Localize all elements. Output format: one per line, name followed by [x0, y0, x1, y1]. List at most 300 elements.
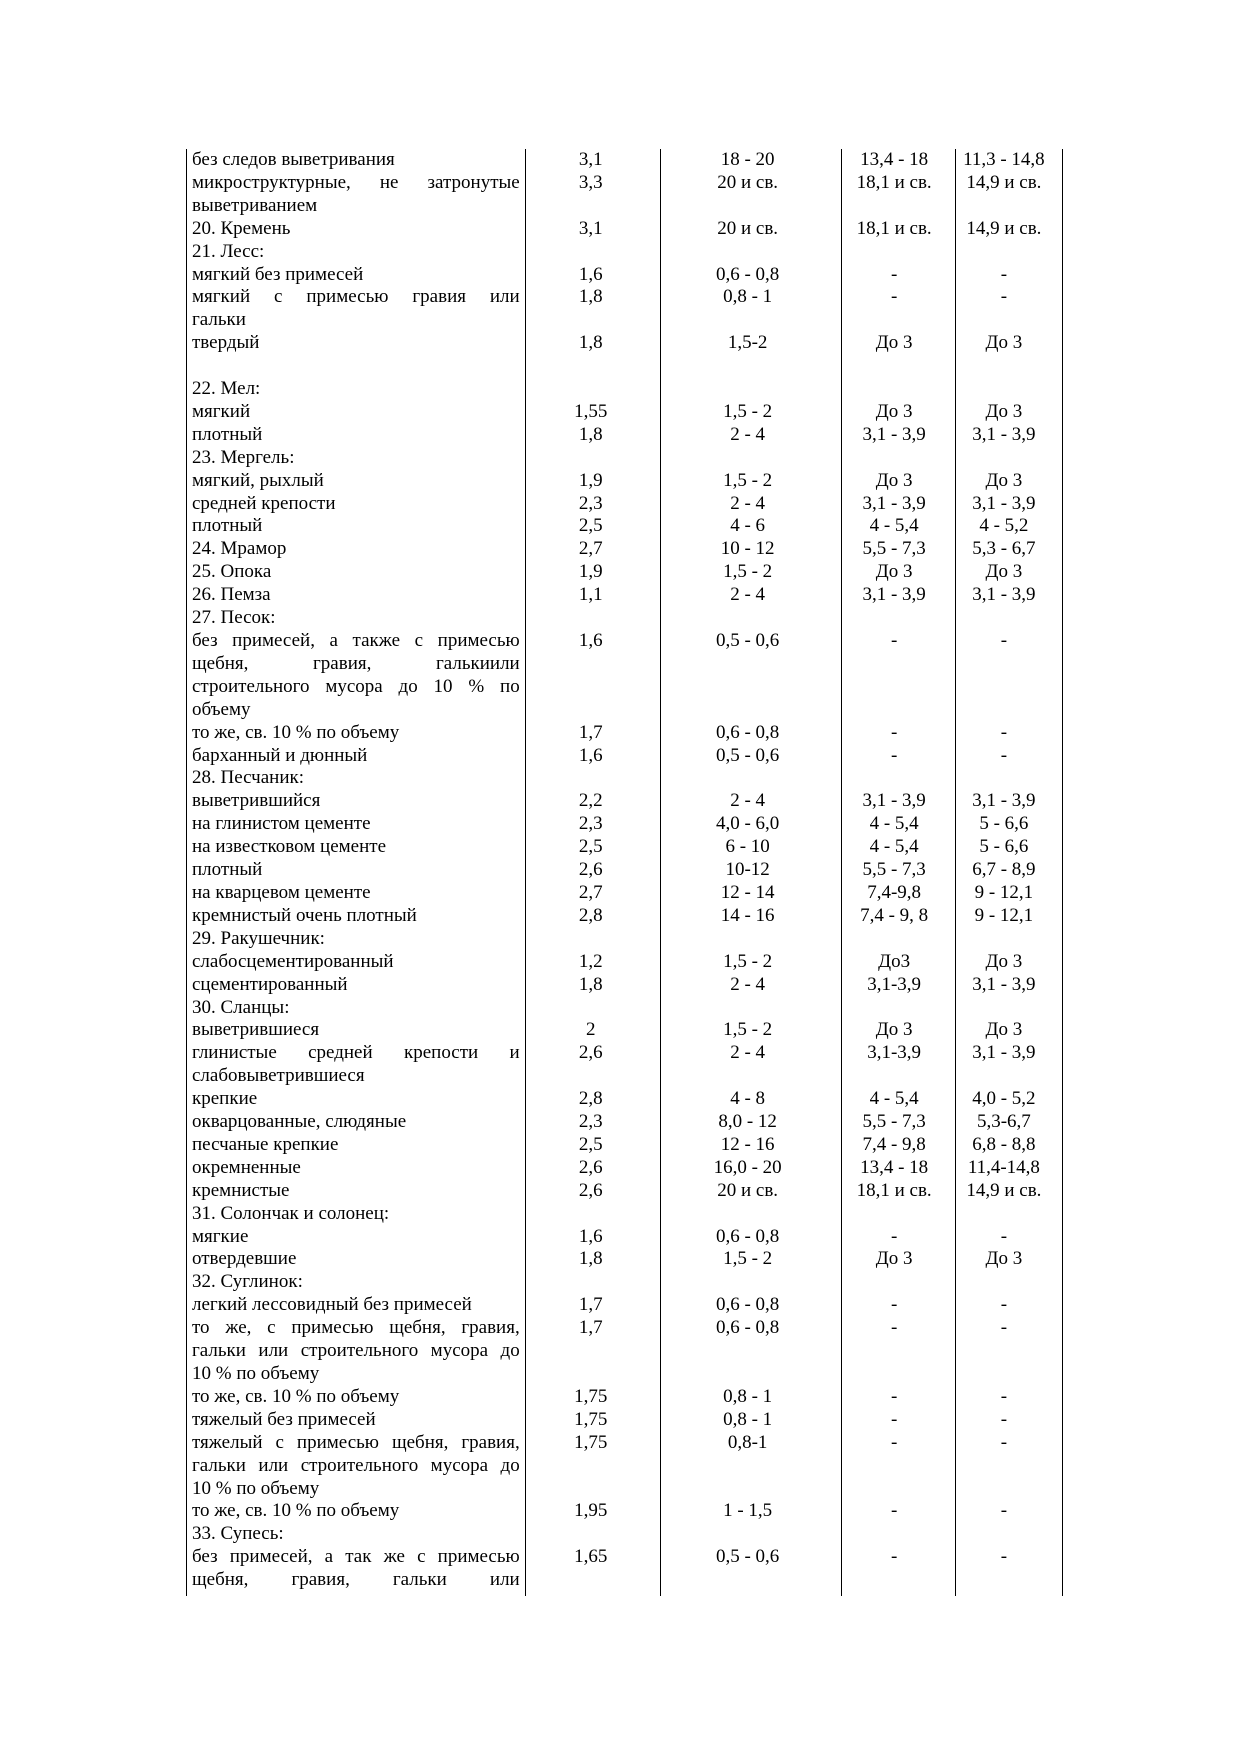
value-cell-4: - [890, 263, 898, 285]
value-cell-4: - [890, 286, 898, 308]
material-name-line: без примесей, а так же с примесью [192, 1546, 520, 1568]
material-name-cell [187, 1546, 524, 1592]
value-cell-2: 1,95 [574, 1500, 608, 1522]
value-cell-4: - [890, 744, 898, 766]
value-cell-2 [524, 1271, 658, 1294]
value-cell-4: До 3 [875, 469, 913, 491]
value-cell-4 [838, 997, 951, 1020]
value-cell-5: До 3 [985, 1248, 1023, 1270]
material-name-line: 26. Пемза [192, 584, 271, 606]
material-name-cell [187, 401, 524, 424]
material-name-line: гальки [192, 309, 246, 331]
material-name-cell [187, 1042, 524, 1088]
value-cell-5: 3,1 - 3,9 [972, 790, 1036, 812]
column-divider-line [525, 149, 526, 1596]
material-name-line: 31. Солончак и солонец: [192, 1202, 390, 1224]
table-row [187, 401, 1057, 424]
value-cell-3: 2 - 4 [730, 1042, 766, 1064]
value-cell-3: 1,5 - 2 [723, 469, 773, 491]
material-name-line: крепкие [192, 1088, 258, 1110]
value-cell-4: До 3 [875, 561, 913, 583]
material-name-line: плотный [192, 515, 263, 537]
value-cell-5: До 3 [985, 400, 1023, 422]
material-name-cell [187, 515, 524, 538]
value-cell-4: 18,1 и св. [856, 171, 932, 193]
value-cell-4: До 3 [875, 400, 913, 422]
value-cell-2: 3,1 [578, 217, 603, 239]
value-cell-2: 3,1 [578, 149, 603, 170]
value-cell-3: 1,5 - 2 [723, 950, 773, 972]
value-cell-3: 1,5 - 2 [723, 1019, 773, 1041]
value-cell-4: 18,1 и св. [856, 1179, 932, 1201]
value-cell-5: - [1000, 1408, 1008, 1430]
material-name-cell [187, 722, 524, 745]
value-cell-2: 1,55 [574, 400, 608, 422]
value-cell-5: - [1000, 630, 1008, 652]
value-cell-3 [658, 447, 838, 470]
value-cell-4: 4 - 5,4 [869, 836, 919, 858]
table-row [187, 607, 1057, 630]
value-cell-4: 13,4 - 18 [860, 1156, 929, 1178]
material-name-line: кремнистые [192, 1179, 290, 1201]
material-name-line: 32. Суглинок: [192, 1271, 303, 1293]
table-row [187, 1294, 1057, 1317]
table-row [187, 630, 1057, 722]
material-name-line: выветриванием [192, 194, 318, 216]
value-cell-2: 1,8 [578, 973, 603, 995]
value-cell-4: До 3 [875, 1248, 913, 1270]
value-cell-5 [951, 241, 1057, 264]
value-cell-5: - [1000, 1431, 1008, 1453]
material-name-cell [187, 538, 524, 561]
value-cell-4: - [890, 1225, 898, 1247]
value-cell-4: - [890, 1546, 898, 1568]
material-name-line: без примесей, а также с примесью [192, 630, 520, 652]
value-cell-2: 1,65 [574, 1546, 608, 1568]
value-cell-3 [658, 928, 838, 951]
value-cell-4: 5,5 - 7,3 [862, 538, 926, 560]
material-name-line: микроструктурные, не затронутые [192, 171, 520, 193]
material-name-line: барханный и дюнный [192, 744, 368, 766]
value-cell-2: 2 [586, 1019, 596, 1041]
material-name-cell [187, 813, 524, 836]
material-name-cell [187, 1180, 524, 1203]
material-name-cell [187, 378, 524, 401]
material-name-cell [187, 1111, 524, 1134]
material-name-cell [187, 332, 524, 355]
table-row [187, 767, 1057, 790]
material-name-line: 20. Кремень [192, 217, 291, 239]
value-cell-4: - [890, 1294, 898, 1316]
value-cell-5: До 3 [985, 469, 1023, 491]
material-name-cell [187, 1523, 524, 1546]
value-cell-5: 5,3 - 6,7 [972, 538, 1036, 560]
value-cell-3: 1 - 1,5 [723, 1500, 773, 1522]
value-cell-2 [524, 928, 658, 951]
material-name-line: строительного мусора до 10 % по [192, 675, 520, 697]
value-cell-4: 3,1-3,9 [867, 973, 922, 995]
value-cell-3: 0,5 - 0,6 [715, 744, 780, 766]
value-cell-5: До 3 [985, 561, 1023, 583]
material-name-line: гальки или строительного мусора до [192, 1340, 520, 1362]
value-cell-2: 2,5 [578, 515, 603, 537]
table-row [187, 332, 1057, 355]
material-name-cell [187, 767, 524, 790]
value-cell-5: - [1000, 744, 1008, 766]
material-name-line: щебня, гравия, галькиили [192, 652, 520, 674]
material-name-cell [187, 493, 524, 516]
value-cell-2 [524, 997, 658, 1020]
value-cell-4: - [890, 1431, 898, 1453]
material-name-line: песчаные крепкие [192, 1133, 339, 1155]
column-divider-line [1062, 149, 1063, 1596]
material-name-line: мягкий с примесью гравия или [192, 286, 520, 308]
material-name-line: на известковом цементе [192, 836, 387, 858]
value-cell-2: 1,75 [574, 1385, 608, 1407]
value-cell-2: 3,3 [578, 171, 603, 193]
value-cell-4: 3,1 - 3,9 [862, 492, 926, 514]
value-cell-2: 2,6 [578, 859, 603, 881]
value-cell-3 [658, 1203, 838, 1226]
material-name-line: легкий лессовидный без примесей [192, 1294, 472, 1316]
value-cell-4: 13,4 - 18 [860, 149, 929, 170]
value-cell-5: 9 - 12,1 [974, 881, 1034, 903]
table-row [187, 722, 1057, 745]
value-cell-5: - [1000, 1546, 1008, 1568]
material-name-cell [187, 1134, 524, 1157]
material-name-line: на глинистом цементе [192, 813, 371, 835]
value-cell-4: 3,1 - 3,9 [862, 423, 926, 445]
value-cell-5: 14,9 и св. [966, 1179, 1042, 1201]
table-body [187, 149, 1057, 1592]
table-row [187, 1180, 1057, 1203]
material-name-cell [187, 928, 524, 951]
value-cell-3: 2 - 4 [730, 492, 766, 514]
value-cell-2: 2,5 [578, 1133, 603, 1155]
value-cell-4: 7,4 - 9,8 [862, 1133, 926, 1155]
value-cell-5: 3,1 - 3,9 [972, 492, 1036, 514]
value-cell-4 [838, 1523, 951, 1546]
table-row [187, 218, 1057, 241]
soil-table [187, 149, 1057, 1592]
material-name-cell [187, 447, 524, 470]
value-cell-5: - [1000, 1500, 1008, 1522]
value-cell-3 [658, 378, 838, 401]
material-name-line: средней крепости [192, 492, 336, 514]
material-name-line: кремнистый очень плотный [192, 904, 417, 926]
value-cell-5: - [1000, 263, 1008, 285]
value-cell-2 [524, 607, 658, 630]
value-cell-2 [524, 1523, 658, 1546]
value-cell-2: 1,7 [578, 721, 603, 743]
table-row [187, 1111, 1057, 1134]
value-cell-3 [658, 241, 838, 264]
value-cell-2: 2,6 [578, 1156, 603, 1178]
material-name-cell [187, 172, 524, 218]
value-cell-4: - [890, 1408, 898, 1430]
value-cell-4: - [890, 721, 898, 743]
value-cell-2: 2,3 [578, 813, 603, 835]
value-cell-4: - [890, 1317, 898, 1339]
table-row [187, 813, 1057, 836]
table-row [187, 951, 1057, 974]
material-name-cell [187, 1500, 524, 1523]
column-divider-line [186, 149, 187, 1596]
material-name-line: 33. Супесь: [192, 1523, 284, 1545]
table-row [187, 515, 1057, 538]
value-cell-2: 1,75 [574, 1431, 608, 1453]
value-cell-4: 3,1 - 3,9 [862, 584, 926, 606]
material-name-cell [187, 1248, 524, 1271]
value-cell-3: 2 - 4 [730, 584, 766, 606]
value-cell-5: - [1000, 1294, 1008, 1316]
value-cell-5: 5 - 6,6 [979, 836, 1029, 858]
value-cell-3: 12 - 16 [720, 1133, 775, 1155]
material-name-cell [187, 905, 524, 928]
table-row [187, 882, 1057, 905]
material-name-line: глинистые средней крепости и [192, 1042, 520, 1064]
value-cell-4 [838, 241, 951, 264]
value-cell-3: 8,0 - 12 [718, 1111, 777, 1133]
value-cell-5: 9 - 12,1 [974, 904, 1034, 926]
material-name-cell [187, 149, 524, 172]
material-name-line: 30. Сланцы: [192, 996, 290, 1018]
value-cell-3 [658, 1271, 838, 1294]
table-row [187, 561, 1057, 584]
material-name-line: мягкие [192, 1225, 249, 1247]
material-name-line: 29. Ракушечник: [192, 927, 325, 949]
table-row [187, 859, 1057, 882]
value-cell-2: 1,7 [578, 1294, 603, 1316]
blank-row [187, 355, 1057, 378]
column-divider-line [955, 149, 956, 1596]
material-name-line: то же, с примесью щебня, гравия, [192, 1317, 520, 1339]
table-row [187, 1042, 1057, 1088]
material-name-line: 27. Песок: [192, 607, 276, 629]
material-name-cell [187, 859, 524, 882]
value-cell-3 [658, 607, 838, 630]
value-cell-4: 5,5 - 7,3 [862, 1111, 926, 1133]
value-cell-2: 2,8 [578, 1088, 603, 1110]
material-name-cell [187, 951, 524, 974]
material-name-cell [187, 1019, 524, 1042]
value-cell-5 [951, 997, 1057, 1020]
value-cell-5 [951, 378, 1057, 401]
table-row [187, 974, 1057, 997]
value-cell-2: 2,2 [578, 790, 603, 812]
value-cell-3: 16,0 - 20 [713, 1156, 782, 1178]
value-cell-4 [838, 767, 951, 790]
value-cell-5 [951, 1203, 1057, 1226]
material-name-line: плотный [192, 859, 263, 881]
material-name-cell [187, 1294, 524, 1317]
value-cell-2: 2,6 [578, 1042, 603, 1064]
table-row [187, 149, 1057, 172]
table-row [187, 1248, 1057, 1271]
material-name-line: гальки или строительного мусора до [192, 1454, 520, 1476]
value-cell-4 [838, 1203, 951, 1226]
value-cell-5: До 3 [985, 1019, 1023, 1041]
value-cell-5: 6,8 - 8,8 [972, 1133, 1036, 1155]
value-cell-5: 4 - 5,2 [979, 515, 1029, 537]
table-row [187, 745, 1057, 768]
value-cell-4 [838, 928, 951, 951]
material-name-line: сцементированный [192, 973, 348, 995]
table-row [187, 1226, 1057, 1249]
material-name-cell [187, 424, 524, 447]
value-cell-3: 10 - 12 [720, 538, 775, 560]
value-cell-2: 1,1 [578, 584, 603, 606]
material-name-cell [187, 264, 524, 287]
table-row [187, 1523, 1057, 1546]
value-cell-4 [838, 1271, 951, 1294]
table-row [187, 905, 1057, 928]
value-cell-2: 1,9 [578, 561, 603, 583]
table-row [187, 1432, 1057, 1501]
material-name-line: выветрившиеся [192, 1019, 320, 1041]
value-cell-3: 0,6 - 0,8 [715, 1294, 780, 1316]
value-cell-4: 7,4 - 9, 8 [860, 904, 929, 926]
table-row [187, 836, 1057, 859]
value-cell-4: 4 - 5,4 [869, 1088, 919, 1110]
value-cell-3: 2 - 4 [730, 973, 766, 995]
table-row [187, 997, 1057, 1020]
value-cell-5: 3,1 - 3,9 [972, 973, 1036, 995]
table-row [187, 584, 1057, 607]
value-cell-2: 2,6 [578, 1179, 603, 1201]
value-cell-3: 1,5 - 2 [723, 1248, 773, 1270]
value-cell-3: 2 - 4 [730, 790, 766, 812]
table-row [187, 538, 1057, 561]
value-cell-5: 14,9 и св. [966, 171, 1042, 193]
value-cell-2: 2,3 [578, 492, 603, 514]
value-cell-5: 14,9 и св. [966, 217, 1042, 239]
value-cell-3: 20 и св. [717, 1179, 779, 1201]
material-name-cell [187, 561, 524, 584]
material-name-line: 22. Мел: [192, 378, 261, 400]
value-cell-4: 3,1 - 3,9 [862, 790, 926, 812]
column-divider-line [841, 149, 842, 1596]
value-cell-4 [838, 447, 951, 470]
material-name-line: 24. Мрамор [192, 538, 287, 560]
value-cell-2 [524, 378, 658, 401]
material-name-line: окремненные [192, 1156, 301, 1178]
value-cell-3: 6 - 10 [725, 836, 770, 858]
value-cell-4 [838, 607, 951, 630]
value-cell-5 [951, 1523, 1057, 1546]
material-name-line: объему [192, 698, 251, 720]
material-name-cell [187, 974, 524, 997]
value-cell-5: - [1000, 1225, 1008, 1247]
value-cell-5: - [1000, 721, 1008, 743]
material-name-cell [187, 218, 524, 241]
table-row [187, 1409, 1057, 1432]
material-name-line: то же, св. 10 % по объему [192, 1385, 400, 1407]
value-cell-3: 20 и св. [717, 217, 779, 239]
material-name-line: мягкий, рыхлый [192, 469, 324, 491]
value-cell-5: 3,1 - 3,9 [972, 584, 1036, 606]
value-cell-3: 0,6 - 0,8 [715, 1317, 780, 1339]
material-name-cell [187, 630, 524, 722]
material-name-cell [187, 1386, 524, 1409]
value-cell-2: 1,7 [578, 1317, 603, 1339]
value-cell-3: 0,6 - 0,8 [715, 721, 780, 743]
value-cell-5: 5,3-6,7 [976, 1111, 1031, 1133]
value-cell-2: 1,6 [578, 630, 603, 652]
material-name-line: то же, св. 10 % по объему [192, 721, 400, 743]
value-cell-3: 1,5 - 2 [723, 400, 773, 422]
material-name-cell [187, 1317, 524, 1386]
value-cell-4: До 3 [875, 1019, 913, 1041]
material-name-cell [187, 1271, 524, 1294]
value-cell-3: 4 - 6 [730, 515, 766, 537]
value-cell-3: 1,5 - 2 [723, 561, 773, 583]
material-name-cell [187, 1409, 524, 1432]
value-cell-5 [951, 447, 1057, 470]
material-name-line: слабосцементированный [192, 950, 394, 972]
value-cell-5: До 3 [985, 332, 1023, 354]
table-row [187, 241, 1057, 264]
value-cell-3: 4 - 8 [730, 1088, 766, 1110]
value-cell-5: 4,0 - 5,2 [972, 1088, 1036, 1110]
value-cell-5 [951, 767, 1057, 790]
value-cell-5: 11,3 - 14,8 [963, 149, 1045, 170]
value-cell-5: - [1000, 1385, 1008, 1407]
value-cell-3: 0,8-1 [727, 1431, 768, 1453]
material-name-cell [187, 997, 524, 1020]
value-cell-3: 4,0 - 6,0 [715, 813, 780, 835]
material-name-cell [187, 470, 524, 493]
table-row [187, 493, 1057, 516]
table-row [187, 172, 1057, 218]
value-cell-3 [658, 767, 838, 790]
value-cell-2: 2,8 [578, 904, 603, 926]
table-row [187, 1317, 1057, 1386]
value-cell-3: 0,8 - 1 [723, 286, 773, 308]
material-name-cell [187, 745, 524, 768]
value-cell-5: - [1000, 286, 1008, 308]
material-name-line: отвердевшие [192, 1248, 297, 1270]
material-name-line: 10 % по объему [192, 1363, 320, 1385]
table-row [187, 1271, 1057, 1294]
column-divider-line [660, 149, 661, 1596]
value-cell-5 [951, 607, 1057, 630]
table-row [187, 286, 1057, 332]
value-cell-4: До3 [878, 950, 911, 972]
material-name-cell [187, 286, 524, 332]
value-cell-4 [838, 378, 951, 401]
table-row [187, 1157, 1057, 1180]
value-cell-2: 1,6 [578, 263, 603, 285]
table-row [187, 1019, 1057, 1042]
value-cell-2: 1,75 [574, 1408, 608, 1430]
table-row [187, 447, 1057, 470]
value-cell-4: - [890, 1500, 898, 1522]
value-cell-2: 1,6 [578, 744, 603, 766]
value-cell-4: - [890, 630, 898, 652]
material-name-line: мягкий [192, 400, 251, 422]
material-name-cell [187, 882, 524, 905]
value-cell-4: - [890, 1385, 898, 1407]
material-name-cell [187, 1157, 524, 1180]
material-name-line: без следов выветривания [192, 149, 395, 170]
value-cell-2: 1,8 [578, 423, 603, 445]
value-cell-2: 2,7 [578, 881, 603, 903]
material-name-line: 28. Песчаник: [192, 767, 305, 789]
value-cell-3: 12 - 14 [720, 881, 775, 903]
table-row [187, 790, 1057, 813]
material-name-line: выветрившийся [192, 790, 321, 812]
